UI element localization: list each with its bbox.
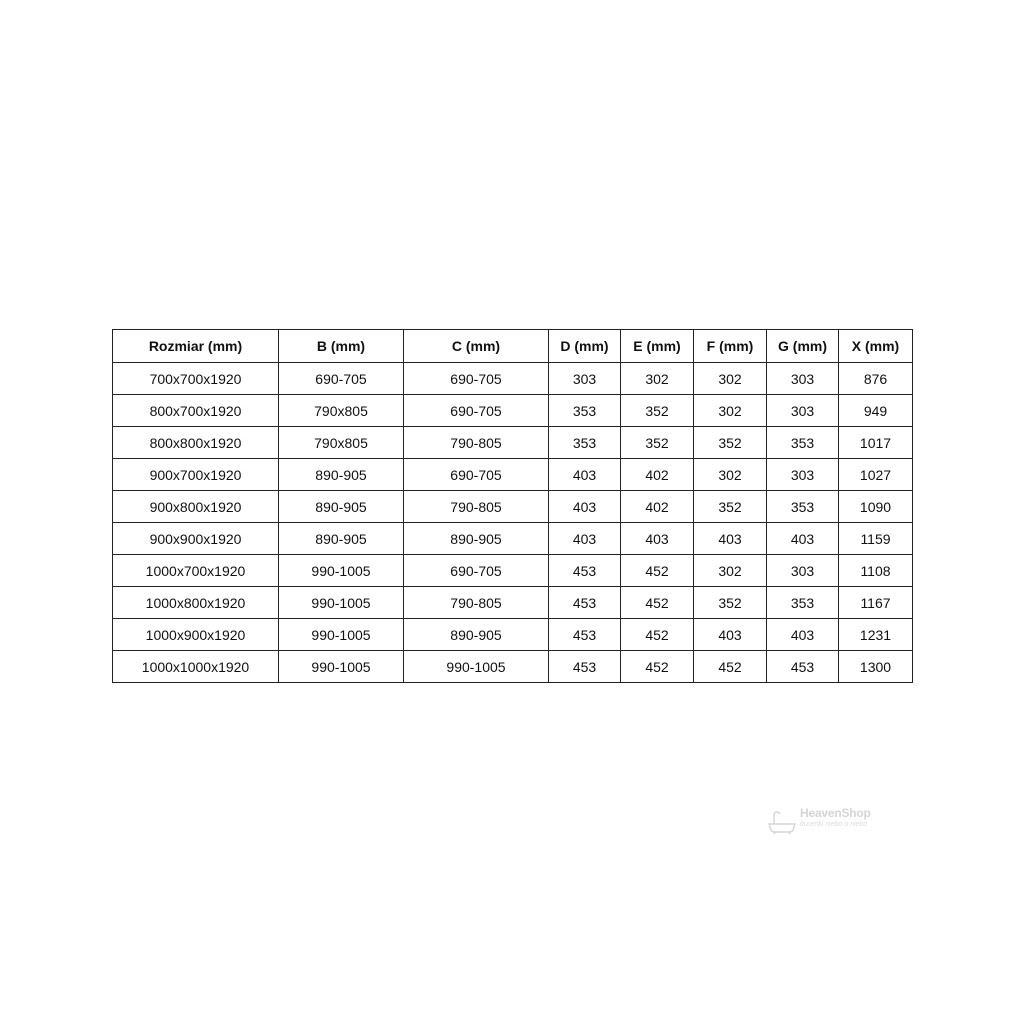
header-c: C (mm) — [404, 330, 549, 363]
cell-e: 452 — [621, 555, 694, 587]
heavenshop-watermark — [766, 806, 886, 836]
cell-f: 452 — [694, 651, 767, 683]
cell-x: 1027 — [839, 459, 913, 491]
cell-b: 790x805 — [279, 395, 404, 427]
cell-f: 302 — [694, 395, 767, 427]
cell-b: 990-1005 — [279, 651, 404, 683]
watermark-brand: HeavenShop — [800, 806, 871, 820]
cell-x: 1090 — [839, 491, 913, 523]
cell-d: 403 — [549, 491, 621, 523]
table-row — [113, 491, 913, 523]
cell-f: 352 — [694, 491, 767, 523]
cell-g: 303 — [767, 363, 839, 395]
cell-size: 900x800x1920 — [113, 491, 279, 523]
cell-g: 453 — [767, 651, 839, 683]
table-row — [113, 523, 913, 555]
cell-c: 690-705 — [404, 395, 549, 427]
header-b: B (mm) — [279, 330, 404, 363]
table-row — [113, 395, 913, 427]
cell-f: 302 — [694, 555, 767, 587]
cell-d: 353 — [549, 395, 621, 427]
cell-d: 453 — [549, 555, 621, 587]
header-x: X (mm) — [839, 330, 913, 363]
table-row — [113, 651, 913, 683]
cell-c: 990-1005 — [404, 651, 549, 683]
cell-g: 303 — [767, 395, 839, 427]
cell-g: 403 — [767, 619, 839, 651]
cell-e: 452 — [621, 587, 694, 619]
cell-size: 1000x1000x1920 — [113, 651, 279, 683]
cell-b: 990-1005 — [279, 555, 404, 587]
cell-x: 1108 — [839, 555, 913, 587]
cell-b: 990-1005 — [279, 587, 404, 619]
cell-c: 690-705 — [404, 363, 549, 395]
cell-size: 900x900x1920 — [113, 523, 279, 555]
table-row — [113, 459, 913, 491]
cell-size: 1000x800x1920 — [113, 587, 279, 619]
cell-e: 402 — [621, 491, 694, 523]
cell-e: 452 — [621, 619, 694, 651]
cell-size: 1000x700x1920 — [113, 555, 279, 587]
cell-g: 353 — [767, 587, 839, 619]
cell-b: 890-905 — [279, 491, 404, 523]
cell-b: 890-905 — [279, 523, 404, 555]
cell-x: 1231 — [839, 619, 913, 651]
cell-size: 800x800x1920 — [113, 427, 279, 459]
cell-d: 403 — [549, 459, 621, 491]
table-row — [113, 619, 913, 651]
table-row — [113, 427, 913, 459]
cell-c: 690-705 — [404, 555, 549, 587]
table-row — [113, 587, 913, 619]
dimensions-table — [112, 329, 913, 683]
cell-b: 990-1005 — [279, 619, 404, 651]
cell-x: 949 — [839, 395, 913, 427]
cell-f: 302 — [694, 363, 767, 395]
cell-e: 452 — [621, 651, 694, 683]
cell-d: 453 — [549, 651, 621, 683]
cell-c: 690-705 — [404, 459, 549, 491]
cell-d: 353 — [549, 427, 621, 459]
bathtub-icon — [766, 806, 798, 836]
cell-x: 876 — [839, 363, 913, 395]
header-d: D (mm) — [549, 330, 621, 363]
cell-e: 352 — [621, 395, 694, 427]
cell-d: 303 — [549, 363, 621, 395]
cell-e: 352 — [621, 427, 694, 459]
cell-f: 352 — [694, 587, 767, 619]
cell-x: 1159 — [839, 523, 913, 555]
cell-c: 790-805 — [404, 491, 549, 523]
cell-size: 1000x900x1920 — [113, 619, 279, 651]
cell-b: 690-705 — [279, 363, 404, 395]
cell-g: 353 — [767, 491, 839, 523]
cell-c: 790-805 — [404, 427, 549, 459]
header-e: E (mm) — [621, 330, 694, 363]
cell-size: 700x700x1920 — [113, 363, 279, 395]
cell-g: 403 — [767, 523, 839, 555]
table-header-row — [113, 330, 913, 363]
cell-c: 890-905 — [404, 619, 549, 651]
cell-e: 402 — [621, 459, 694, 491]
cell-x: 1017 — [839, 427, 913, 459]
cell-g: 303 — [767, 555, 839, 587]
header-f: F (mm) — [694, 330, 767, 363]
cell-d: 453 — [549, 619, 621, 651]
table-row — [113, 363, 913, 395]
table-body — [113, 363, 913, 683]
cell-e: 302 — [621, 363, 694, 395]
cell-c: 890-905 — [404, 523, 549, 555]
cell-d: 453 — [549, 587, 621, 619]
cell-b: 790x805 — [279, 427, 404, 459]
cell-f: 403 — [694, 523, 767, 555]
cell-f: 403 — [694, 619, 767, 651]
cell-b: 890-905 — [279, 459, 404, 491]
table-row — [113, 555, 913, 587]
header-size: Rozmiar (mm) — [113, 330, 279, 363]
cell-f: 352 — [694, 427, 767, 459]
cell-g: 353 — [767, 427, 839, 459]
cell-f: 302 — [694, 459, 767, 491]
cell-x: 1167 — [839, 587, 913, 619]
cell-e: 403 — [621, 523, 694, 555]
header-g: G (mm) — [767, 330, 839, 363]
cell-d: 403 — [549, 523, 621, 555]
cell-size: 900x700x1920 — [113, 459, 279, 491]
cell-size: 800x700x1920 — [113, 395, 279, 427]
cell-c: 790-805 — [404, 587, 549, 619]
cell-g: 303 — [767, 459, 839, 491]
cell-x: 1300 — [839, 651, 913, 683]
watermark-tagline: łazienki niebo o niebo — [800, 821, 868, 828]
